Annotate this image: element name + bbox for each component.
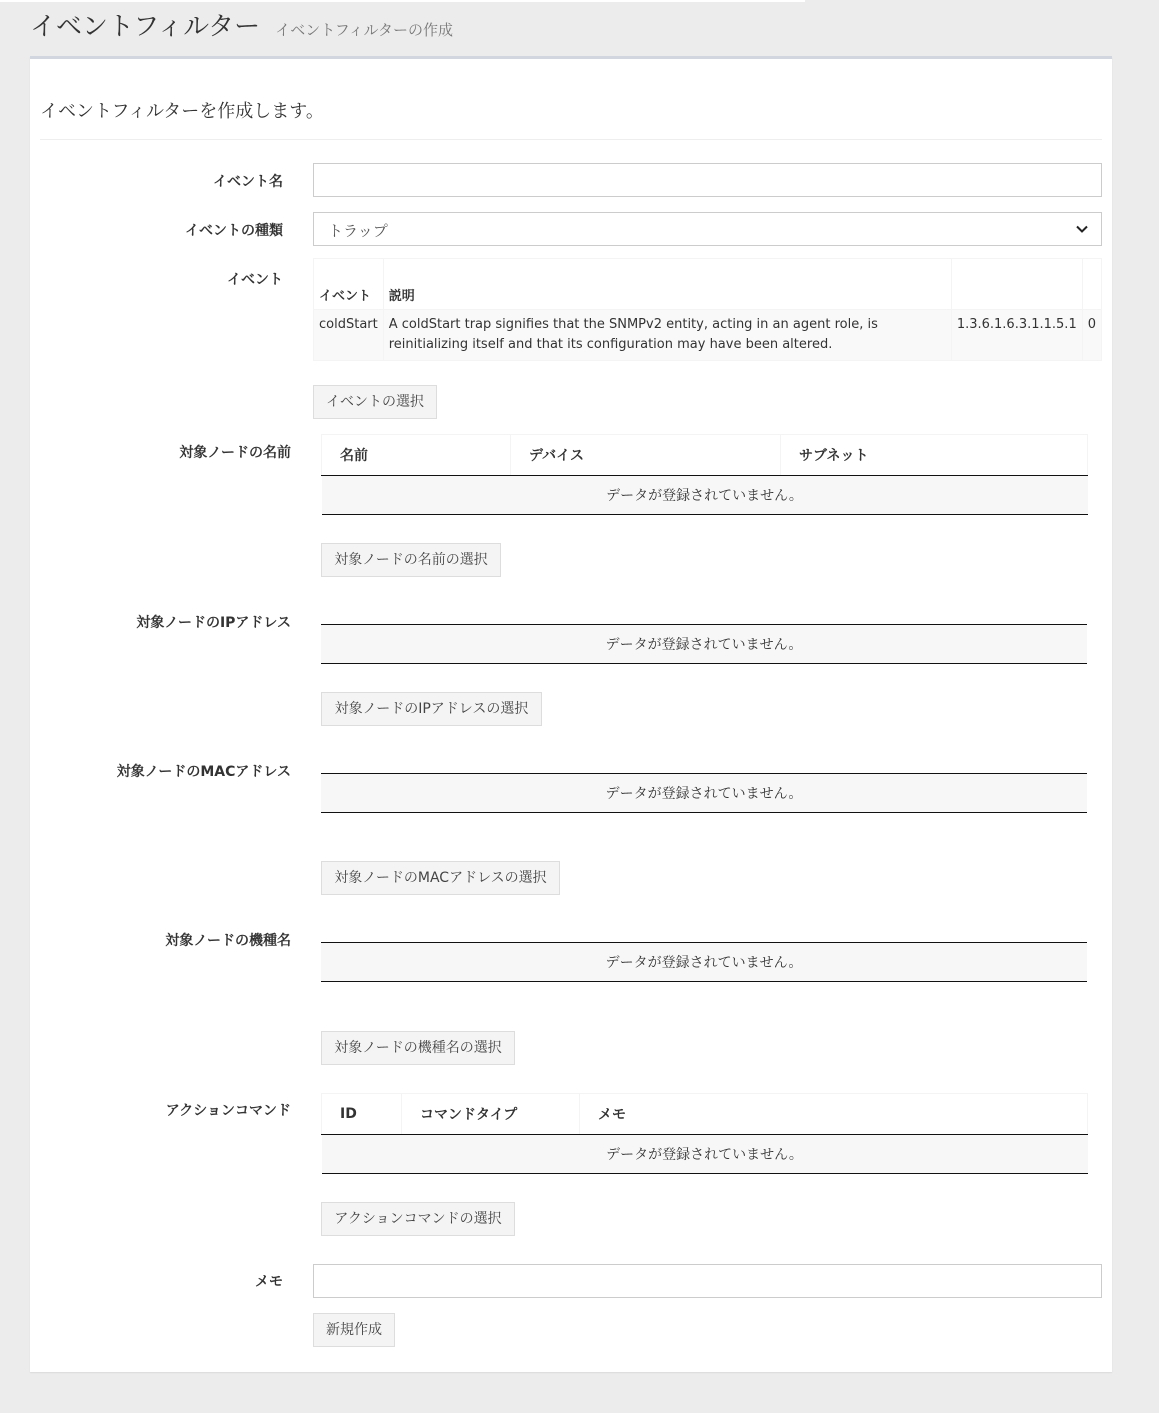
select-node-name-button[interactable]: 対象ノードの名前の選択 [321, 543, 501, 577]
event-label: イベント [227, 272, 283, 288]
page-title: イベントフィルター [30, 12, 261, 42]
column-header: コマンドタイプ [402, 1094, 580, 1135]
description-cell: A coldStart trap signifies that the SNMPv2 entity, acting in an agent role, is reinitializing itself and that its configuration may have been altered. [383, 310, 951, 361]
event-type-value: トラップ [328, 222, 388, 240]
column-header [951, 259, 1082, 310]
action-command-table [321, 1093, 1088, 1174]
table-header-row [322, 435, 1088, 476]
form-panel [30, 56, 1112, 1372]
table-row [322, 1135, 1088, 1174]
select-node-ip-button[interactable]: 対象ノードのIPアドレスの選択 [321, 692, 542, 726]
table-header-row [314, 259, 1102, 310]
table-row [321, 774, 1087, 813]
column-header: 説明 [383, 259, 951, 310]
top-edge [0, 0, 805, 2]
column-header [1082, 259, 1101, 310]
table-row [322, 476, 1088, 515]
empty-message: データが登録されていません。 [321, 625, 1087, 664]
select-node-mac-button[interactable]: 対象ノードのMACアドレスの選択 [321, 861, 560, 895]
event-type-label: イベントの種類 [185, 223, 283, 239]
node-name-table [321, 434, 1088, 515]
table-header-row [322, 1094, 1088, 1135]
node-model-label: 対象ノードの機種名 [165, 933, 291, 949]
node-model-table [321, 942, 1087, 982]
oid-cell: 1.3.6.1.6.3.1.1.5.1 [951, 310, 1082, 361]
chevron-down-icon [1075, 222, 1089, 236]
column-header: デバイス [511, 435, 781, 476]
level-cell: 0 [1082, 310, 1101, 361]
select-node-model-button[interactable]: 対象ノードの機種名の選択 [321, 1031, 515, 1065]
create-button[interactable]: 新規作成 [313, 1313, 395, 1347]
node-mac-label: 対象ノードのMACアドレス [116, 764, 291, 780]
column-header: ID [322, 1094, 402, 1135]
empty-message: データが登録されていません。 [322, 1135, 1088, 1174]
event-name-label: イベント名 [213, 174, 283, 190]
node-name-label: 対象ノードの名前 [179, 445, 291, 461]
event-name-input[interactable] [313, 163, 1102, 197]
node-ip-label: 対象ノードのIPアドレス [136, 615, 291, 631]
column-header: イベント [314, 259, 384, 310]
page-subtitle: イベントフィルターの作成 [275, 21, 453, 39]
divider [40, 139, 1102, 140]
intro-text: イベントフィルターを作成します。 [40, 101, 324, 122]
table-row [321, 943, 1087, 982]
empty-message: データが登録されていません。 [321, 774, 1087, 813]
empty-message: データが登録されていません。 [321, 943, 1087, 982]
column-header: サブネット [781, 435, 1088, 476]
empty-message: データが登録されていません。 [322, 476, 1088, 515]
column-header: メモ [580, 1094, 1088, 1135]
event-table [313, 258, 1102, 361]
column-header: 名前 [322, 435, 511, 476]
event-cell: coldStart [314, 310, 384, 361]
event-type-select[interactable] [313, 212, 1102, 246]
memo-input[interactable] [313, 1264, 1102, 1298]
action-command-label: アクションコマンド [165, 1103, 291, 1119]
node-ip-table [321, 624, 1087, 664]
table-row [314, 310, 1102, 361]
memo-label: メモ [255, 1274, 283, 1290]
node-mac-table [321, 773, 1087, 813]
select-event-button[interactable]: イベントの選択 [313, 385, 437, 419]
select-action-command-button[interactable]: アクションコマンドの選択 [321, 1202, 515, 1236]
page-header [30, 6, 453, 43]
table-row [321, 625, 1087, 664]
